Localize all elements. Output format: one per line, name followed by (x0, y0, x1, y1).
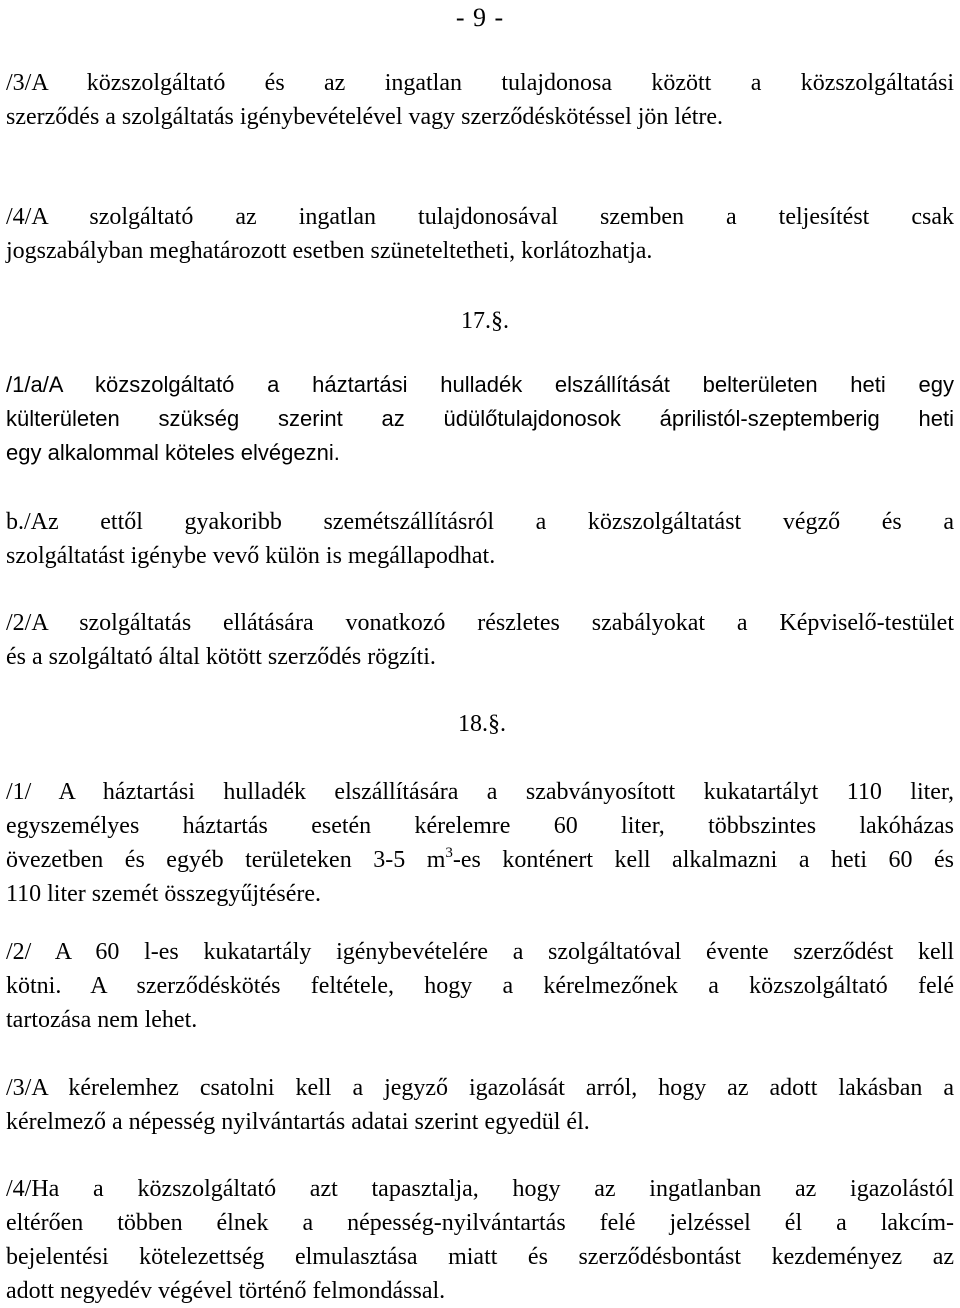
text-line: bejelentési kötelezettség elmulasztása miatt és szerződésbontást kezdeményez az (6, 1244, 954, 1270)
paragraph-2-60l-container-contract (6, 935, 954, 1037)
text-line: egy alkalommal köteles elvégezni. (6, 440, 340, 465)
section-heading-18: 18.§. (458, 711, 506, 737)
text-line: /1/ A háztartási hulladék elszállítására a szabványosított kukatartályt 110 liter, (6, 779, 954, 805)
paragraph-1-container-sizes (6, 775, 954, 911)
paragraph-3a-contract-creation (6, 66, 954, 134)
text-segment: övezetben és egyéb területeken 3-5 m (6, 847, 446, 873)
paragraph-b-extra-collection (6, 505, 954, 573)
text-line: tartozása nem lehet. (6, 1007, 198, 1033)
text-line: /4/A szolgáltató az ingatlan tulajdonosával szemben a teljesítést csak (6, 204, 954, 230)
superscript-cubic: 3 (445, 845, 453, 861)
text-line: b./Az ettől gyakoribb szemétszállításról a közszolgáltatást végző és a (6, 509, 954, 535)
paragraph-2a-detailed-rules (6, 606, 954, 674)
paragraph-4-termination (6, 1172, 954, 1308)
text-line: /2/A szolgáltatás ellátására vonatkozó részletes szabályokat a Képviselő-testület (6, 610, 954, 636)
text-line: jogszabályban meghatározott esetben szüneteltetheti, korlátozhatja. (6, 238, 653, 264)
page-number: - 9 - (455, 3, 505, 32)
text-line: /3/A kérelemhez csatolni kell a jegyző igazolását arról, hogy az adott lakásban a (6, 1075, 954, 1101)
text-line: és a szolgáltató által kötött szerződés rögzíti. (6, 644, 436, 670)
text-line: kérelmező a népesség nyilvántartás adatai szerint egyedül él. (6, 1109, 590, 1135)
section-heading-17: 17.§. (461, 308, 509, 334)
text-line: eltérően többen élnek a népesség-nyilvántartás felé jelzéssel él a lakcím- (6, 1210, 954, 1236)
text-line: /4/Ha a közszolgáltató azt tapasztalja, hogy az ingatlanban az igazolástól (6, 1176, 954, 1202)
text-line: külterületen szükség szerint az üdülőtulajdonosok áprilistól-szeptemberig heti (6, 406, 954, 431)
paragraph-3a-notary-certificate (6, 1071, 954, 1139)
text-line: egyszemélyes háztartás esetén kérelemre 60 liter, többszintes lakóházas (6, 813, 954, 839)
text-segment: -es konténert kell alkalmazni a heti 60 és (452, 847, 954, 873)
text-line-with-superscript (6, 843, 954, 877)
paragraph-4a-suspension (6, 200, 954, 268)
text-line: adott negyedév végével történő felmondással. (6, 1278, 446, 1304)
text-line: szolgáltatást igénybe vevő külön is megállapodhat. (6, 543, 496, 569)
text-line: 110 liter szemét összegyűjtésére. (6, 881, 321, 907)
text-line: /2/ A 60 l-es kukatartály igénybevételére a szolgáltatóval évente szerződést kell (6, 939, 954, 965)
text-line: kötni. A szerződéskötés feltétele, hogy a kérelmezőnek a közszolgáltató felé (6, 973, 954, 999)
text-line: szerződés a szolgáltatás igénybevételével vagy szerződéskötéssel jön létre. (6, 104, 724, 130)
text-line: /1/a/A közszolgáltató a háztartási hulladék elszállítását belterületen heti egy (6, 372, 954, 397)
paragraph-1a-collection-schedule (6, 368, 954, 470)
text-line: /3/A közszolgáltató és az ingatlan tulajdonosa között a közszolgáltatási (6, 70, 954, 96)
